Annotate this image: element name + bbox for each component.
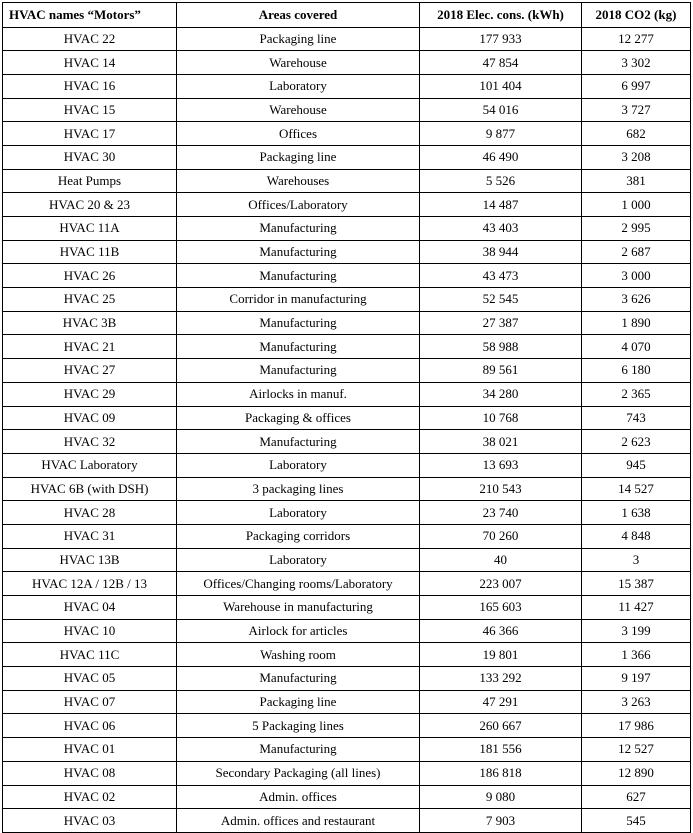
table-row [3, 288, 691, 312]
cell-hvac-name: HVAC 6B (with DSH) [3, 477, 177, 501]
cell-hvac-name: HVAC 16 [3, 74, 177, 98]
cell-co2: 2 623 [582, 430, 691, 454]
cell-co2: 4 070 [582, 335, 691, 359]
cell-co2: 3 727 [582, 98, 691, 122]
cell-elec-consumption: 9 877 [420, 122, 582, 146]
cell-area-covered: Laboratory [177, 453, 420, 477]
table-row [3, 761, 691, 785]
cell-elec-consumption: 7 903 [420, 809, 582, 833]
cell-hvac-name: HVAC 25 [3, 288, 177, 312]
cell-hvac-name: HVAC 02 [3, 785, 177, 809]
cell-co2: 3 302 [582, 51, 691, 75]
table-row [3, 240, 691, 264]
table-row [3, 785, 691, 809]
cell-area-covered: Laboratory [177, 548, 420, 572]
cell-co2: 12 527 [582, 738, 691, 762]
cell-area-covered: Manufacturing [177, 240, 420, 264]
cell-hvac-name: HVAC 20 & 23 [3, 193, 177, 217]
cell-elec-consumption: 165 603 [420, 596, 582, 620]
cell-hvac-name: HVAC 03 [3, 809, 177, 833]
table-row [3, 193, 691, 217]
cell-co2: 1 000 [582, 193, 691, 217]
cell-co2: 14 527 [582, 477, 691, 501]
cell-co2: 1 366 [582, 643, 691, 667]
cell-elec-consumption: 38 021 [420, 430, 582, 454]
cell-hvac-name: HVAC Laboratory [3, 453, 177, 477]
cell-hvac-name: HVAC 27 [3, 359, 177, 383]
cell-co2: 743 [582, 406, 691, 430]
table-row [3, 501, 691, 525]
cell-elec-consumption: 10 768 [420, 406, 582, 430]
table-row [3, 667, 691, 691]
table-row [3, 643, 691, 667]
header-hvac-names: HVAC names “Motors” [3, 3, 177, 28]
table-row [3, 169, 691, 193]
cell-co2: 3 626 [582, 288, 691, 312]
cell-elec-consumption: 27 387 [420, 311, 582, 335]
cell-co2: 17 986 [582, 714, 691, 738]
cell-hvac-name: HVAC 13B [3, 548, 177, 572]
table-header-row [3, 3, 691, 28]
cell-area-covered: Manufacturing [177, 359, 420, 383]
cell-elec-consumption: 47 854 [420, 51, 582, 75]
cell-elec-consumption: 14 487 [420, 193, 582, 217]
cell-area-covered: Packaging & offices [177, 406, 420, 430]
table-row [3, 477, 691, 501]
cell-co2: 1 638 [582, 501, 691, 525]
cell-hvac-name: HVAC 06 [3, 714, 177, 738]
cell-elec-consumption: 47 291 [420, 690, 582, 714]
cell-hvac-name: HVAC 29 [3, 382, 177, 406]
table-row [3, 145, 691, 169]
cell-elec-consumption: 19 801 [420, 643, 582, 667]
cell-area-covered: Admin. offices and restaurant [177, 809, 420, 833]
cell-elec-consumption: 34 280 [420, 382, 582, 406]
cell-elec-consumption: 13 693 [420, 453, 582, 477]
cell-area-covered: Manufacturing [177, 738, 420, 762]
cell-hvac-name: HVAC 26 [3, 264, 177, 288]
table-row [3, 453, 691, 477]
cell-elec-consumption: 38 944 [420, 240, 582, 264]
cell-elec-consumption: 23 740 [420, 501, 582, 525]
cell-elec-consumption: 43 403 [420, 217, 582, 241]
cell-elec-consumption: 181 556 [420, 738, 582, 762]
table-row [3, 572, 691, 596]
cell-elec-consumption: 9 080 [420, 785, 582, 809]
cell-area-covered: Manufacturing [177, 335, 420, 359]
cell-elec-consumption: 40 [420, 548, 582, 572]
cell-co2: 6 997 [582, 74, 691, 98]
cell-co2: 545 [582, 809, 691, 833]
cell-hvac-name: HVAC 04 [3, 596, 177, 620]
cell-elec-consumption: 223 007 [420, 572, 582, 596]
cell-elec-consumption: 54 016 [420, 98, 582, 122]
cell-hvac-name: HVAC 11A [3, 217, 177, 241]
cell-hvac-name: HVAC 09 [3, 406, 177, 430]
cell-area-covered: 5 Packaging lines [177, 714, 420, 738]
cell-hvac-name: HVAC 30 [3, 145, 177, 169]
table-body [3, 27, 691, 832]
hvac-consumption-table [2, 2, 691, 833]
cell-hvac-name: HVAC 15 [3, 98, 177, 122]
cell-hvac-name: Heat Pumps [3, 169, 177, 193]
cell-elec-consumption: 70 260 [420, 524, 582, 548]
cell-area-covered: Laboratory [177, 74, 420, 98]
cell-co2: 2 687 [582, 240, 691, 264]
cell-hvac-name: HVAC 05 [3, 667, 177, 691]
cell-area-covered: Warehouse [177, 51, 420, 75]
cell-elec-consumption: 133 292 [420, 667, 582, 691]
cell-hvac-name: HVAC 3B [3, 311, 177, 335]
header-areas-covered: Areas covered [177, 3, 420, 28]
cell-co2: 12 890 [582, 761, 691, 785]
cell-co2: 945 [582, 453, 691, 477]
cell-area-covered: Laboratory [177, 501, 420, 525]
cell-area-covered: Manufacturing [177, 217, 420, 241]
table-row [3, 98, 691, 122]
header-elec-consumption: 2018 Elec. cons. (kWh) [420, 3, 582, 28]
cell-elec-consumption: 89 561 [420, 359, 582, 383]
cell-co2: 3 208 [582, 145, 691, 169]
cell-elec-consumption: 46 490 [420, 145, 582, 169]
cell-co2: 6 180 [582, 359, 691, 383]
table-row [3, 74, 691, 98]
table-row [3, 714, 691, 738]
cell-area-covered: 3 packaging lines [177, 477, 420, 501]
cell-area-covered: Corridor in manufacturing [177, 288, 420, 312]
cell-hvac-name: HVAC 31 [3, 524, 177, 548]
cell-co2: 3 000 [582, 264, 691, 288]
cell-elec-consumption: 46 366 [420, 619, 582, 643]
table-row [3, 335, 691, 359]
cell-area-covered: Offices [177, 122, 420, 146]
cell-hvac-name: HVAC 32 [3, 430, 177, 454]
cell-area-covered: Packaging line [177, 145, 420, 169]
cell-area-covered: Warehouse in manufacturing [177, 596, 420, 620]
header-co2: 2018 CO2 (kg) [582, 3, 691, 28]
table-row [3, 738, 691, 762]
cell-elec-consumption: 177 933 [420, 27, 582, 51]
table-row [3, 690, 691, 714]
table-row [3, 122, 691, 146]
cell-co2: 682 [582, 122, 691, 146]
cell-hvac-name: HVAC 01 [3, 738, 177, 762]
table-row [3, 217, 691, 241]
table-row [3, 359, 691, 383]
cell-area-covered: Admin. offices [177, 785, 420, 809]
table-row [3, 524, 691, 548]
cell-co2: 381 [582, 169, 691, 193]
cell-elec-consumption: 101 404 [420, 74, 582, 98]
cell-area-covered: Manufacturing [177, 430, 420, 454]
cell-co2: 2 995 [582, 217, 691, 241]
table-row [3, 264, 691, 288]
table-row [3, 619, 691, 643]
cell-area-covered: Airlocks in manuf. [177, 382, 420, 406]
cell-co2: 3 199 [582, 619, 691, 643]
cell-area-covered: Warehouses [177, 169, 420, 193]
cell-hvac-name: HVAC 17 [3, 122, 177, 146]
cell-elec-consumption: 43 473 [420, 264, 582, 288]
cell-co2: 15 387 [582, 572, 691, 596]
cell-elec-consumption: 58 988 [420, 335, 582, 359]
cell-co2: 11 427 [582, 596, 691, 620]
cell-hvac-name: HVAC 14 [3, 51, 177, 75]
cell-co2: 3 263 [582, 690, 691, 714]
cell-co2: 2 365 [582, 382, 691, 406]
table-row [3, 430, 691, 454]
cell-area-covered: Secondary Packaging (all lines) [177, 761, 420, 785]
cell-co2: 3 [582, 548, 691, 572]
table-row [3, 311, 691, 335]
cell-hvac-name: HVAC 08 [3, 761, 177, 785]
cell-hvac-name: HVAC 10 [3, 619, 177, 643]
cell-elec-consumption: 210 543 [420, 477, 582, 501]
cell-area-covered: Packaging line [177, 27, 420, 51]
cell-area-covered: Packaging corridors [177, 524, 420, 548]
cell-co2: 627 [582, 785, 691, 809]
cell-area-covered: Washing room [177, 643, 420, 667]
cell-area-covered: Offices/Laboratory [177, 193, 420, 217]
cell-co2: 4 848 [582, 524, 691, 548]
cell-area-covered: Manufacturing [177, 667, 420, 691]
cell-co2: 9 197 [582, 667, 691, 691]
cell-co2: 12 277 [582, 27, 691, 51]
table-row [3, 382, 691, 406]
cell-area-covered: Warehouse [177, 98, 420, 122]
table-row [3, 51, 691, 75]
table-row [3, 548, 691, 572]
cell-elec-consumption: 186 818 [420, 761, 582, 785]
cell-elec-consumption: 260 667 [420, 714, 582, 738]
cell-elec-consumption: 52 545 [420, 288, 582, 312]
cell-elec-consumption: 5 526 [420, 169, 582, 193]
cell-hvac-name: HVAC 11C [3, 643, 177, 667]
table-row [3, 27, 691, 51]
cell-co2: 1 890 [582, 311, 691, 335]
cell-area-covered: Manufacturing [177, 264, 420, 288]
cell-area-covered: Packaging line [177, 690, 420, 714]
cell-area-covered: Offices/Changing rooms/Laboratory [177, 572, 420, 596]
cell-area-covered: Manufacturing [177, 311, 420, 335]
cell-hvac-name: HVAC 28 [3, 501, 177, 525]
table-row [3, 406, 691, 430]
cell-hvac-name: HVAC 07 [3, 690, 177, 714]
table-row [3, 809, 691, 833]
cell-hvac-name: HVAC 12A / 12B / 13 [3, 572, 177, 596]
cell-hvac-name: HVAC 21 [3, 335, 177, 359]
cell-area-covered: Airlock for articles [177, 619, 420, 643]
table-row [3, 596, 691, 620]
cell-hvac-name: HVAC 11B [3, 240, 177, 264]
cell-hvac-name: HVAC 22 [3, 27, 177, 51]
